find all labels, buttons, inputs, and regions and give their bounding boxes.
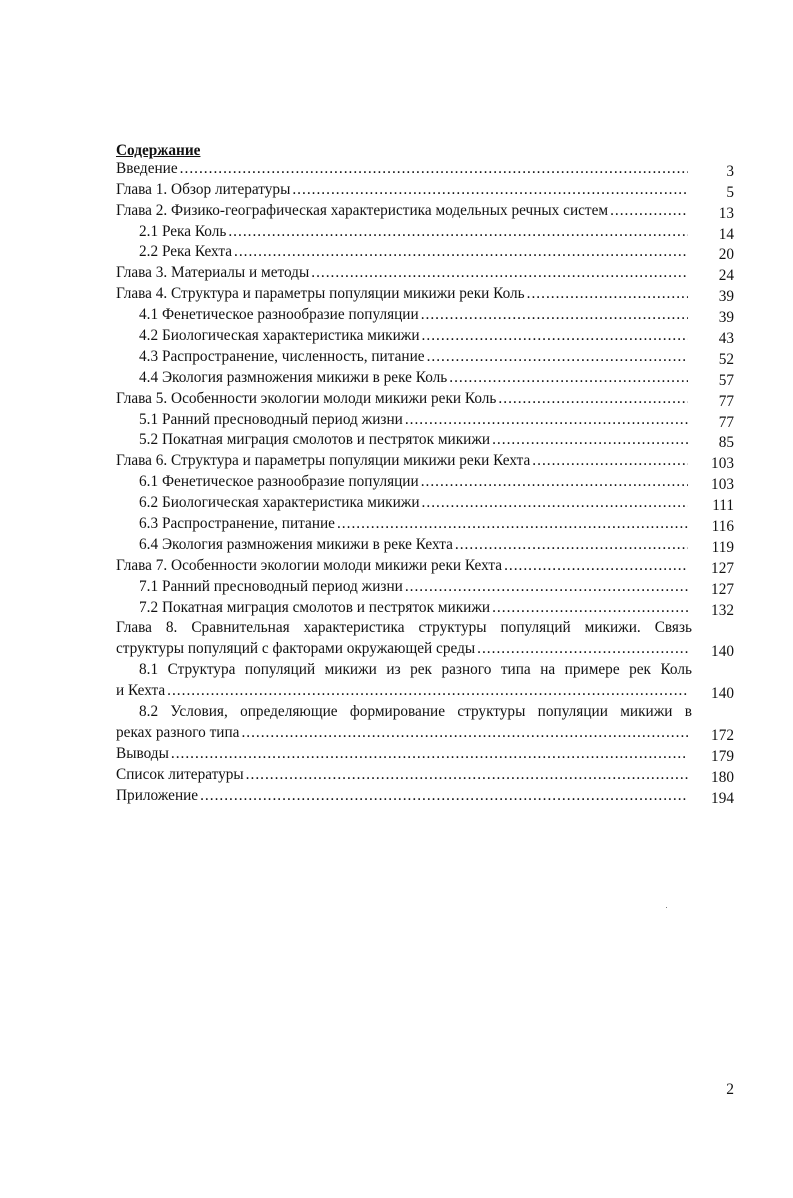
toc-leader <box>421 305 688 326</box>
toc-entry-page: 13 <box>718 204 734 222</box>
toc-entry-page: 14 <box>718 225 734 243</box>
toc-leader <box>492 598 688 619</box>
toc-entry <box>116 493 736 514</box>
toc-leader <box>422 493 688 514</box>
toc-entry-page: 5 <box>726 183 734 201</box>
toc-leader <box>422 326 688 347</box>
toc-leader <box>498 389 688 410</box>
toc-leader <box>311 263 688 284</box>
toc-entry-line2: и Кехта <box>116 682 166 700</box>
toc-entry-page: 20 <box>718 246 734 264</box>
toc-entry-label: 4.2 Биологическая характеристика микижи <box>139 327 420 344</box>
toc-entry <box>116 326 736 347</box>
toc-entry-label: Список литературы <box>116 765 244 783</box>
toc-entry <box>116 451 736 472</box>
toc-entry <box>116 305 736 326</box>
toc-entry-page: 57 <box>718 371 734 389</box>
toc-entry <box>116 284 736 305</box>
toc-leader <box>228 222 688 243</box>
toc-entry <box>116 765 736 786</box>
toc-entry-label: 4.3 Распространение, численность, питание <box>139 347 425 365</box>
toc-leader <box>180 159 688 180</box>
toc-entry-label: Глава 3. Материалы и методы <box>116 264 310 282</box>
toc-entry-label: Глава 2. Физико-географическая характеристика модельных речных систем <box>116 201 609 219</box>
toc-leader <box>405 410 688 431</box>
page-number: 2 <box>726 1081 734 1098</box>
toc-entry-page: 85 <box>718 434 734 452</box>
toc-entry <box>116 556 736 577</box>
toc-entry-line2: реках разного типа <box>116 723 240 741</box>
toc-entry <box>116 242 736 263</box>
toc-leader <box>477 639 688 660</box>
toc-entry-multiline <box>116 660 736 702</box>
toc-entry-line2-row <box>116 723 736 744</box>
toc-entry <box>116 389 736 410</box>
toc-entry <box>116 201 736 222</box>
toc-entry-label: 2.2 Река Кехта <box>139 243 232 261</box>
toc-leader <box>455 535 688 556</box>
toc-leader <box>337 514 688 535</box>
toc-entry-label: Глава 5. Особенности экологии молоди микижи реки Коль <box>116 389 497 407</box>
toc-entry-page: 119 <box>711 538 734 556</box>
toc-entry-label: Глава 4. Структура и параметры популяции микижи реки Коль <box>116 285 525 303</box>
toc-entry-line2: структуры популяций с факторами окружающей среды <box>116 640 476 658</box>
toc-entry-label: Глава 7. Особенности экологии молоди микижи реки Кехта <box>116 556 503 574</box>
toc-entry-label: 7.2 Покатная миграция смолотов и пестряток микижи <box>139 598 491 616</box>
toc-entry-label: 6.4 Экология размножения микижи в реке Кехта <box>139 535 453 553</box>
toc-leader <box>171 744 688 765</box>
toc-entry <box>116 347 736 368</box>
toc-entry-label: 6.3 Распространение, питание <box>139 515 335 533</box>
toc-entry <box>116 410 736 431</box>
toc-entry-page: 24 <box>718 267 734 285</box>
toc-entry <box>116 222 736 243</box>
toc-entry-line1: 8.2 Условия, определяющие формирование структуры популяции микижи в <box>139 703 692 721</box>
toc-entry-page: 140 <box>711 685 734 703</box>
toc-entry-label: 4.4 Экология размножения микижи в реке Коль <box>139 368 448 386</box>
toc-entry <box>116 430 736 451</box>
table-of-contents <box>116 141 736 807</box>
toc-entry <box>116 472 736 493</box>
toc-leader <box>234 242 688 263</box>
toc-entry <box>116 514 736 535</box>
toc-entry-page: 103 <box>711 476 734 494</box>
toc-entry-page: 127 <box>711 559 734 577</box>
toc-entry-page: 77 <box>718 413 734 431</box>
toc-leader <box>246 765 688 786</box>
toc-entry-line2-row <box>116 639 736 660</box>
toc-entry-page: 194 <box>711 789 734 807</box>
toc-entry <box>116 180 736 201</box>
toc-entry-page: 127 <box>711 580 734 598</box>
toc-leader <box>241 723 688 744</box>
toc-entry-label: 2.1 Река Коль <box>139 222 227 240</box>
toc-entry-line1: 8.1 Структура популяций микижи из рек разного типа на примере рек Коль <box>139 661 692 679</box>
toc-entry <box>116 159 736 180</box>
toc-leader <box>292 180 688 201</box>
toc-entry <box>116 535 736 556</box>
toc-entry-page: 180 <box>711 768 734 786</box>
toc-entry-line2-row <box>116 681 736 702</box>
toc-entry-label: Выводы <box>116 744 169 762</box>
toc-leader <box>200 786 688 807</box>
toc-leader <box>449 368 688 389</box>
toc-leader <box>405 577 688 598</box>
toc-entry <box>116 368 736 389</box>
toc-entry-page: 3 <box>726 162 734 180</box>
toc-entry-page: 172 <box>711 726 734 744</box>
toc-entry-label: 7.1 Ранний пресноводный период жизни <box>139 577 403 595</box>
toc-entry-page: 39 <box>718 309 734 327</box>
toc-entry-page: 140 <box>711 643 734 661</box>
toc-leader <box>527 284 688 305</box>
toc-entry-multiline <box>116 702 736 744</box>
toc-entry-label: Приложение <box>116 786 199 804</box>
toc-entry-page: 111 <box>712 497 734 515</box>
toc-entry-page: 103 <box>711 455 734 473</box>
toc-leader <box>504 556 688 577</box>
scan-speck <box>666 907 667 908</box>
toc-entry-multiline <box>116 618 736 660</box>
toc-leader <box>532 451 688 472</box>
toc-leader <box>427 347 688 368</box>
toc-leader <box>610 201 688 222</box>
toc-leader <box>421 472 688 493</box>
toc-entry-label: 5.2 Покатная миграция смолотов и пестряток микижи <box>139 431 491 449</box>
toc-entry-page: 39 <box>718 288 734 306</box>
toc-title: Содержание <box>116 142 201 159</box>
toc-entry-line1: Глава 8. Сравнительная характеристика структуры популяций микижи. Связь <box>116 619 692 637</box>
toc-entry-page: 43 <box>718 330 734 347</box>
toc-entry-page: 52 <box>718 350 734 368</box>
toc-entry-page: 77 <box>718 392 734 410</box>
toc-entry-label: 6.2 Биологическая характеристика микижи <box>139 494 420 512</box>
toc-entry <box>116 744 736 765</box>
toc-entry <box>116 263 736 284</box>
toc-entry-label: 6.1 Фенетическое разнообразие популяции <box>139 473 419 491</box>
toc-entry-label: Глава 1. Обзор литературы <box>116 180 291 198</box>
toc-entry-page: 132 <box>711 601 734 619</box>
toc-leader <box>167 681 688 702</box>
toc-entry-label: 5.1 Ранний пресноводный период жизни <box>139 410 403 428</box>
toc-leader <box>492 430 688 451</box>
toc-entry-page: 179 <box>711 747 734 765</box>
toc-entry-page: 116 <box>711 518 734 536</box>
toc-entry <box>116 786 736 807</box>
toc-entry-label: Глава 6. Структура и параметры популяции микижи реки Кехта <box>116 452 531 470</box>
toc-entry <box>116 598 736 619</box>
toc-entry-label: 4.1 Фенетическое разнообразие популяции <box>139 306 419 324</box>
toc-entry-label: Введение <box>116 159 178 177</box>
toc-entry <box>116 577 736 598</box>
